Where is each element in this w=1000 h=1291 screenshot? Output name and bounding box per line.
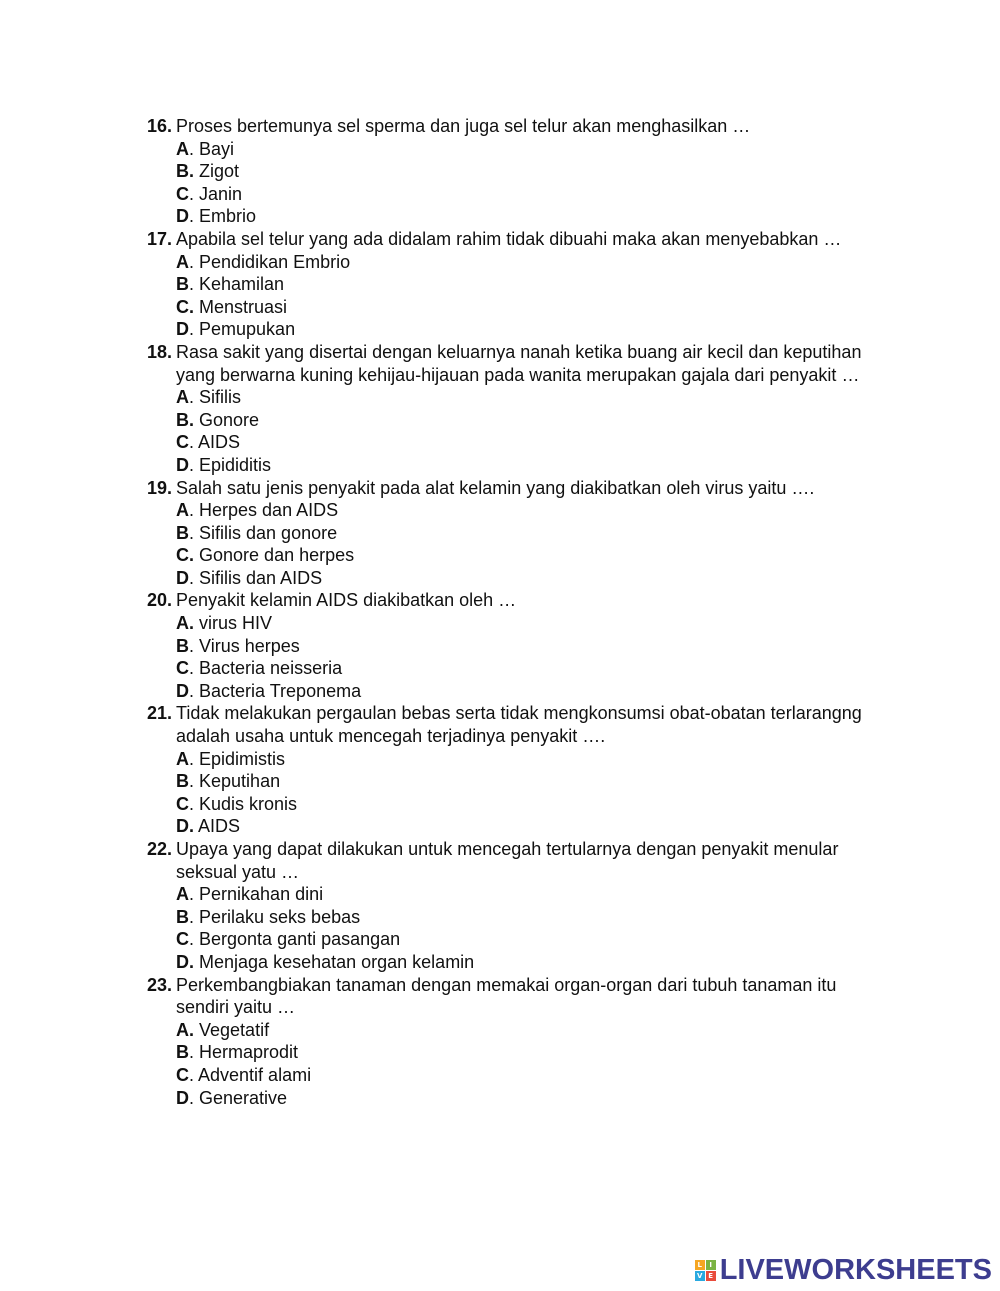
option-letter: B xyxy=(176,906,189,927)
option-text: Vegetatif xyxy=(199,1019,270,1040)
option-separator: . xyxy=(189,522,200,543)
option-letter: B xyxy=(176,635,189,656)
option-separator: . xyxy=(189,680,200,701)
option-text: Bayi xyxy=(199,138,235,159)
question-text xyxy=(147,477,887,500)
answer-option[interactable] xyxy=(147,1064,887,1087)
answer-option[interactable] xyxy=(147,906,887,929)
option-text: Zigot xyxy=(199,161,240,182)
option-letter: C. xyxy=(176,296,194,317)
question-text xyxy=(147,589,887,612)
option-text: AIDS xyxy=(198,816,241,837)
answer-option[interactable] xyxy=(147,748,887,771)
answer-option[interactable] xyxy=(147,544,887,567)
answer-option[interactable] xyxy=(147,296,887,319)
option-text: Bergonta ganti pasangan xyxy=(199,929,401,950)
answer-option[interactable] xyxy=(147,273,887,296)
question-text xyxy=(147,115,887,138)
option-separator: . xyxy=(189,929,200,950)
answer-option[interactable] xyxy=(147,454,887,477)
answer-option[interactable] xyxy=(147,431,887,454)
option-letter: B. xyxy=(176,409,194,430)
option-separator: . xyxy=(189,748,200,769)
option-text: Herpes dan AIDS xyxy=(199,500,339,521)
option-letter: C xyxy=(176,658,189,679)
option-letter: C xyxy=(176,183,189,204)
question-prompt: Perkembangbiakan tanaman dengan memakai organ-organ dari tubuh tanaman itu sendiri yaitu … xyxy=(176,974,837,1018)
option-letter: A xyxy=(176,387,189,408)
answer-option[interactable] xyxy=(147,409,887,432)
option-text: virus HIV xyxy=(199,613,273,634)
question-text xyxy=(147,974,887,1019)
answer-option[interactable] xyxy=(147,680,887,703)
liveworksheets-logo xyxy=(695,1253,992,1287)
option-letter: D xyxy=(176,680,189,701)
answer-option[interactable] xyxy=(147,815,887,838)
answer-option[interactable] xyxy=(147,138,887,161)
answer-option[interactable] xyxy=(147,928,887,951)
option-separator: . xyxy=(189,1064,199,1085)
question-number: 20. xyxy=(147,590,173,611)
answer-option[interactable] xyxy=(147,951,887,974)
option-text: Bacteria neisseria xyxy=(199,658,343,679)
option-separator: . xyxy=(189,1087,200,1108)
question-21 xyxy=(147,702,887,838)
option-text: Menstruasi xyxy=(199,296,288,317)
option-separator: . xyxy=(189,500,200,521)
option-text: Embrio xyxy=(199,206,257,227)
answer-option[interactable] xyxy=(147,499,887,522)
question-prompt: Proses bertemunya sel sperma dan juga sel telur akan menghasilkan … xyxy=(176,116,751,136)
question-number: 16. xyxy=(147,116,173,136)
option-text: Perilaku seks bebas xyxy=(199,906,361,927)
question-18 xyxy=(147,341,887,477)
option-text: Sifilis dan AIDS xyxy=(199,567,323,588)
liveworksheets-logo-icon xyxy=(695,1260,716,1281)
question-number: 22. xyxy=(147,839,173,859)
option-separator: . xyxy=(189,206,200,227)
option-letter: A xyxy=(176,138,189,159)
option-letter: D xyxy=(176,1087,189,1108)
option-separator: . xyxy=(189,454,200,475)
option-letter: A xyxy=(176,748,189,769)
question-prompt: Penyakit kelamin AIDS diakibatkan oleh … xyxy=(176,590,517,611)
option-separator: . xyxy=(189,183,200,204)
option-text: Menjaga kesehatan organ kelamin xyxy=(199,951,475,972)
answer-option[interactable] xyxy=(147,1041,887,1064)
answer-option[interactable] xyxy=(147,1019,887,1042)
option-letter: D. xyxy=(176,816,194,837)
option-letter: D xyxy=(176,319,189,340)
option-text: Kehamilan xyxy=(199,274,285,295)
option-separator: . xyxy=(189,793,200,814)
option-text: Adventif alami xyxy=(198,1064,312,1085)
answer-option[interactable] xyxy=(147,386,887,409)
answer-option[interactable] xyxy=(147,612,887,635)
question-19 xyxy=(147,477,887,590)
option-text: Kudis kronis xyxy=(199,793,298,814)
question-prompt: Salah satu jenis penyakit pada alat kelamin yang diakibatkan oleh virus yaitu …. xyxy=(176,477,815,498)
option-separator: . xyxy=(189,251,200,272)
option-letter: D xyxy=(176,206,189,227)
logo-cell-v: V xyxy=(695,1271,705,1281)
option-letter: C xyxy=(176,1064,189,1085)
worksheet xyxy=(147,115,887,1109)
option-separator: . xyxy=(189,138,200,159)
option-text: Janin xyxy=(199,183,243,204)
option-letter: C xyxy=(176,929,189,950)
option-text: Keputihan xyxy=(199,771,281,792)
option-text: Pendidikan Embrio xyxy=(199,251,351,272)
option-text: Gonore xyxy=(199,409,260,430)
option-letter: B xyxy=(176,771,189,792)
option-letter: D xyxy=(176,567,189,588)
question-number: 21. xyxy=(147,703,173,724)
question-text xyxy=(147,838,887,883)
logo-cell-l: L xyxy=(695,1260,705,1270)
option-separator: . xyxy=(189,274,200,295)
answer-option[interactable] xyxy=(147,567,887,590)
answer-option[interactable] xyxy=(147,205,887,228)
answer-option[interactable] xyxy=(147,635,887,658)
question-text xyxy=(147,702,887,747)
option-text: Bacteria Treponema xyxy=(199,680,362,701)
option-text: Sifilis dan gonore xyxy=(199,522,338,543)
option-separator: . xyxy=(189,771,200,792)
option-separator: . xyxy=(189,906,200,927)
option-separator: . xyxy=(189,567,200,588)
option-text: Virus herpes xyxy=(199,635,300,656)
option-separator: . xyxy=(189,658,200,679)
question-22 xyxy=(147,838,887,974)
option-text: Pernikahan dini xyxy=(199,884,324,905)
logo-cell-i: I xyxy=(706,1260,716,1270)
option-letter: B xyxy=(176,522,189,543)
answer-option[interactable] xyxy=(147,1087,887,1110)
question-prompt: Upaya yang dapat dilakukan untuk mencegah tertularnya dengan penyakit menular seksual yatu … xyxy=(176,839,839,882)
question-20 xyxy=(147,589,887,702)
question-text xyxy=(147,228,887,251)
option-separator: . xyxy=(189,635,200,656)
logo-text: LIVEWORKSHEETS xyxy=(719,1253,992,1286)
option-letter: B xyxy=(176,1042,189,1063)
option-separator: . xyxy=(189,319,200,340)
option-text: Hermaprodit xyxy=(199,1042,299,1063)
answer-option[interactable] xyxy=(147,770,887,793)
option-letter: C xyxy=(176,793,189,814)
option-letter: D. xyxy=(176,951,194,972)
option-letter: A xyxy=(176,251,189,272)
option-letter: A xyxy=(176,500,189,521)
answer-option[interactable] xyxy=(147,657,887,680)
option-separator: . xyxy=(189,884,200,905)
question-text xyxy=(147,341,887,386)
option-letter: B. xyxy=(176,161,194,182)
option-letter: A xyxy=(176,884,189,905)
answer-option[interactable] xyxy=(147,160,887,183)
question-prompt: Rasa sakit yang disertai dengan keluarnya nanah ketika buang air kecil dan keputihan yang berwarna kuning kehijau-hijauan pada wanita merupakan gajala dari penyakit … xyxy=(176,341,862,385)
question-16 xyxy=(147,115,887,228)
option-letter: B xyxy=(176,274,189,295)
answer-option[interactable] xyxy=(147,522,887,545)
question-number: 19. xyxy=(147,477,173,498)
option-letter: C xyxy=(176,432,189,453)
option-text: Epidimistis xyxy=(199,748,286,769)
option-separator: . xyxy=(189,1042,200,1063)
option-text: Sifilis xyxy=(199,387,242,408)
option-text: Generative xyxy=(199,1087,288,1108)
question-number: 23. xyxy=(147,974,173,995)
question-17 xyxy=(147,228,887,341)
question-prompt: Apabila sel telur yang ada didalam rahim tidak dibuahi maka akan menyebabkan … xyxy=(176,228,842,249)
option-separator: . xyxy=(189,432,199,453)
answer-option[interactable] xyxy=(147,793,887,816)
option-separator: . xyxy=(189,387,200,408)
answer-option[interactable] xyxy=(147,318,887,341)
question-23 xyxy=(147,974,887,1110)
question-list xyxy=(147,115,887,1109)
answer-option[interactable] xyxy=(147,183,887,206)
question-number: 17. xyxy=(147,228,173,249)
question-prompt: Tidak melakukan pergaulan bebas serta tidak mengkonsumsi obat-obatan terlarangng adalah usaha untuk mencegah terjadinya penyakit …. xyxy=(176,703,862,747)
option-letter: C. xyxy=(176,545,194,566)
option-letter: D xyxy=(176,454,189,475)
answer-option[interactable] xyxy=(147,883,887,906)
logo-cell-e: E xyxy=(706,1271,716,1281)
option-text: AIDS xyxy=(198,432,241,453)
option-text: Epididitis xyxy=(199,454,272,475)
answer-option[interactable] xyxy=(147,251,887,274)
option-letter: A. xyxy=(176,613,194,634)
option-text: Pemupukan xyxy=(199,319,296,340)
question-number: 18. xyxy=(147,341,173,362)
option-letter: A. xyxy=(176,1019,194,1040)
option-text: Gonore dan herpes xyxy=(199,545,355,566)
